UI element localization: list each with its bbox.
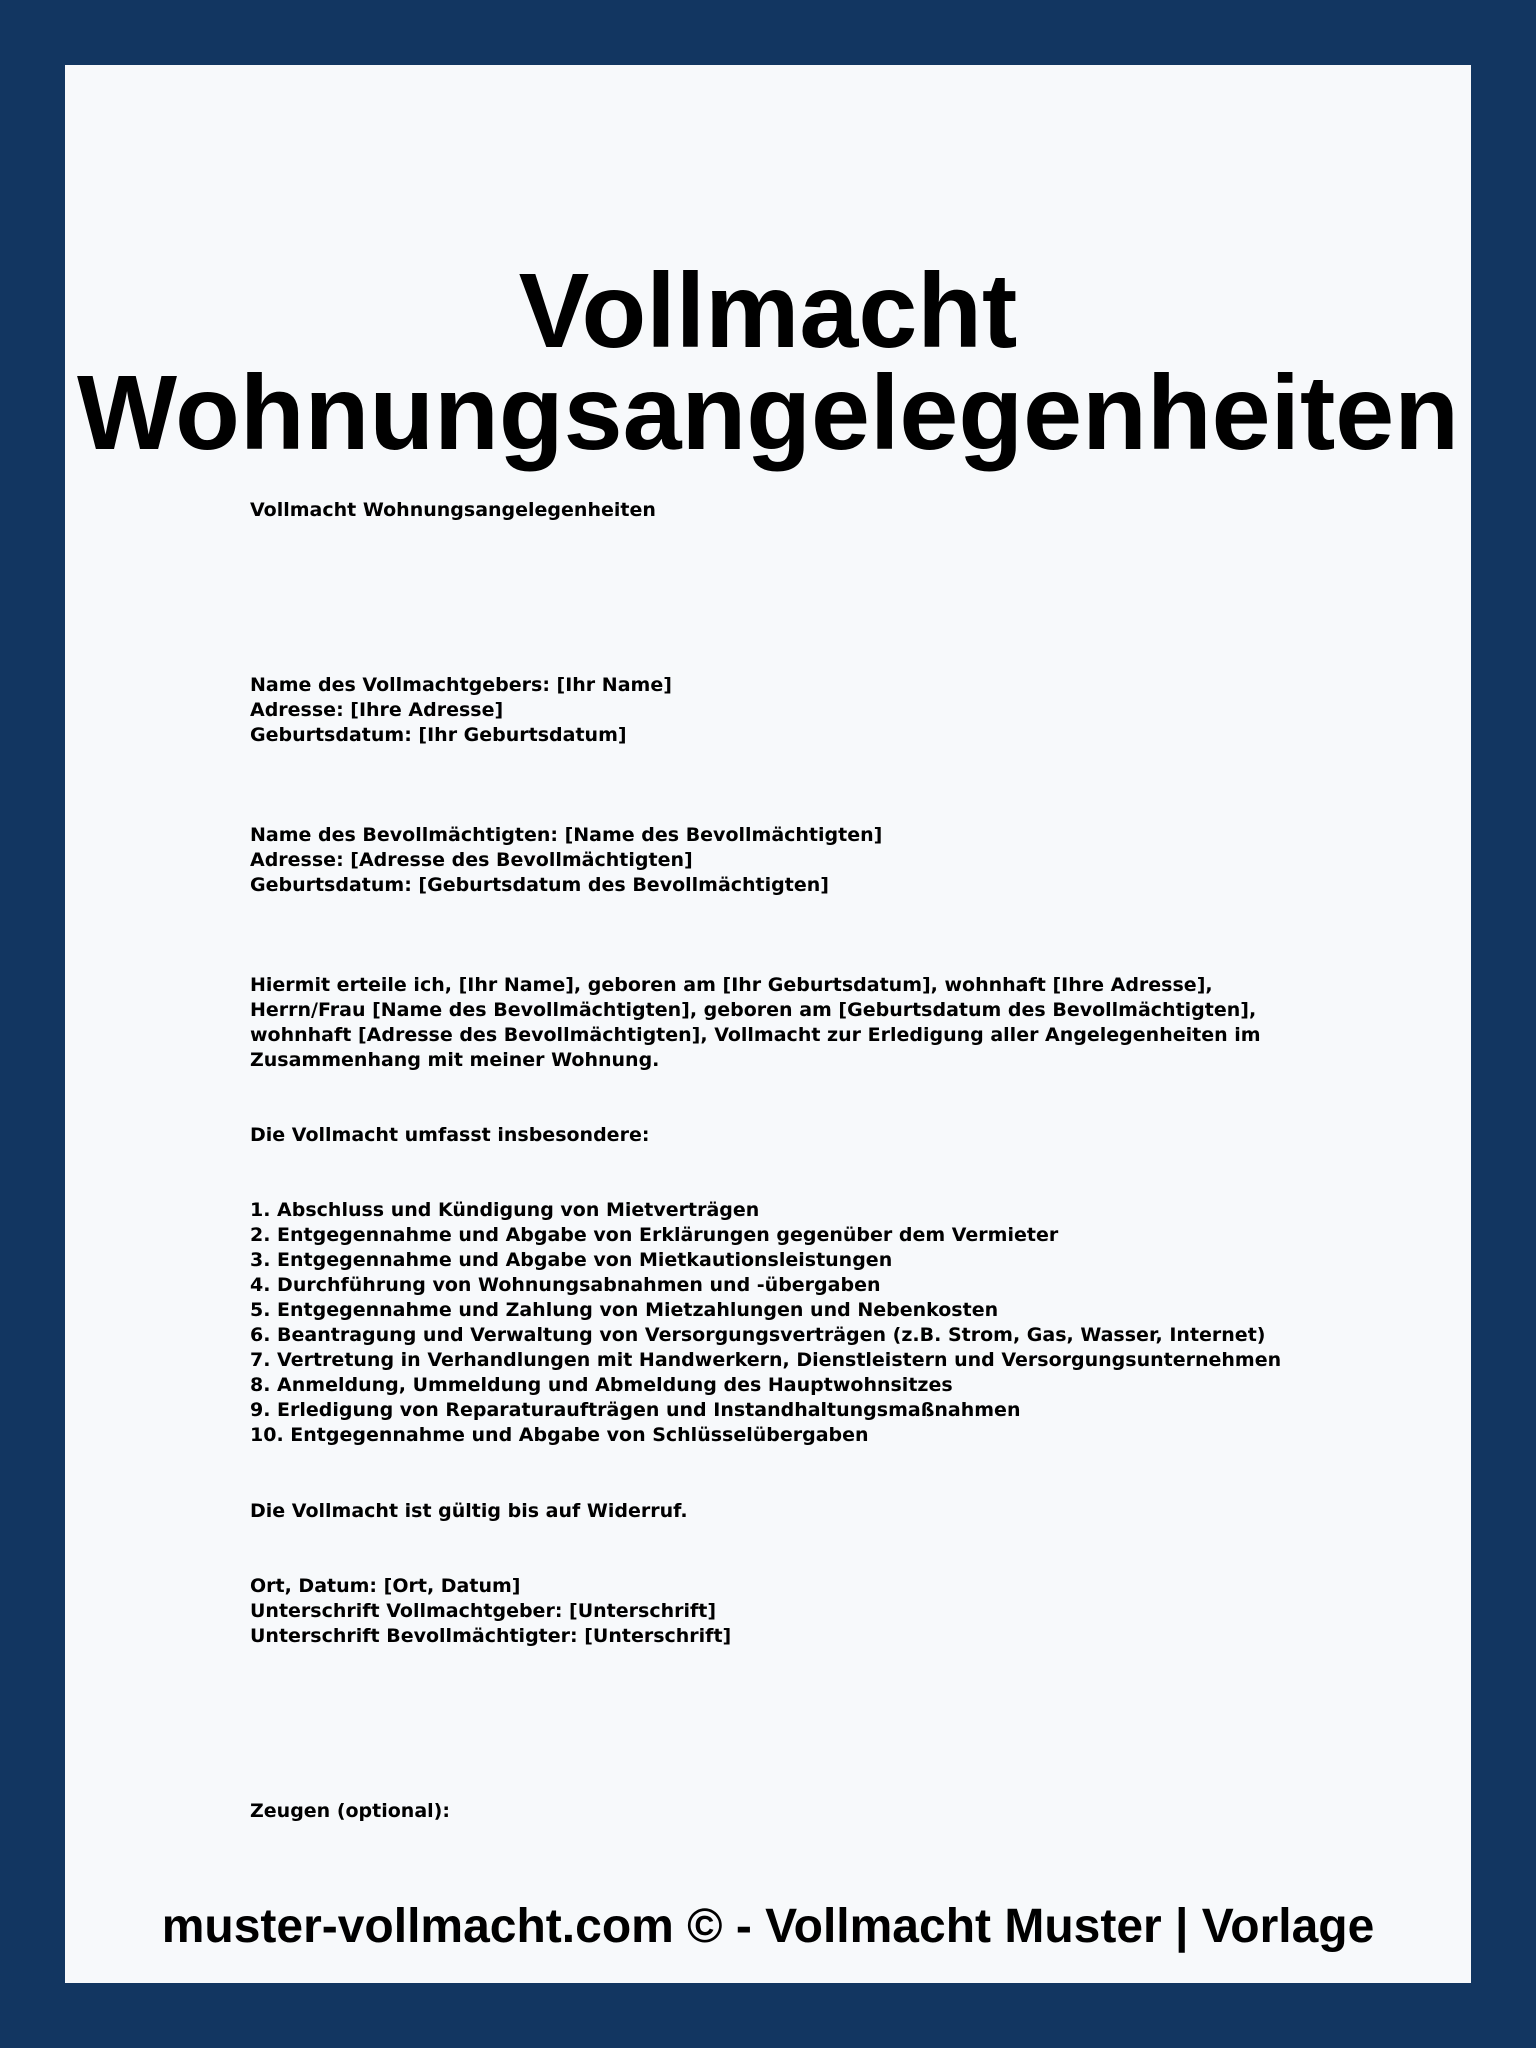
grantor-block: [250, 673, 1330, 748]
grantor-address: Adresse: [Ihre Adresse]: [250, 699, 504, 721]
validity-text: Die Vollmacht ist gültig bis auf Widerruf.: [250, 1500, 688, 1522]
footer-credit: muster-vollmacht.com © - Vollmacht Muster | Vorlage: [161, 1900, 1375, 1953]
page-title-line-2: Wohnungsangelegenheiten: [77, 354, 1459, 472]
list-item: 4. Durchführung von Wohnungsabnahmen und -übergaben: [250, 1274, 881, 1296]
list-item: 2. Entgegennahme und Abgabe von Erklärungen gegenüber dem Vermieter: [250, 1224, 1059, 1246]
list-item: 10. Entgegennahme und Abgabe von Schlüsselübergaben: [250, 1424, 869, 1446]
list-item: 5. Entgegennahme und Zahlung von Mietzahlungen und Nebenkosten: [250, 1299, 999, 1321]
grantor-name: Name des Vollmachtgebers: [Ihr Name]: [250, 674, 672, 696]
scope-list-block: [250, 1198, 1330, 1448]
witnesses-block: [250, 1799, 1330, 1824]
validity-block: [250, 1499, 1330, 1524]
grantor-birthdate: Geburtsdatum: [Ihr Geburtsdatum]: [250, 724, 627, 746]
document-page: [65, 65, 1471, 1983]
scope-intro-block: [250, 1123, 1330, 1148]
list-item: 7. Vertretung in Verhandlungen mit Handwerkern, Dienstleistern und Versorgungsunternehmen: [250, 1349, 1282, 1371]
agent-signature-line: Unterschrift Bevollmächtigter: [Unterschrift]: [250, 1625, 732, 1647]
agent-address: Adresse: [Adresse des Bevollmächtigten]: [250, 849, 693, 871]
declaration-text: Hiermit erteile ich, [Ihr Name], geboren am [Ihr Geburtsdatum], wohnhaft [Ihre Adresse], Herrn/Frau [Name des Bevollmächtigten], geboren am [Geburtsdatum des Bevollmächtigten], wohnhaft [Adresse des Bevollmächtigten], Vollmacht zur Erledigung aller Angelegenheiten im Zusammenhang mit meiner Wohnung.: [250, 974, 1261, 1071]
page-title-line-1: Vollmacht: [518, 252, 1018, 370]
page-title: [65, 252, 1471, 472]
scope-intro: Die Vollmacht umfasst insbesondere:: [250, 1124, 650, 1146]
place-date-line: Ort, Datum: [Ort, Datum]: [250, 1575, 521, 1597]
agent-block: [250, 823, 1330, 898]
list-item: 3. Entgegennahme und Abgabe von Mietkautionsleistungen: [250, 1249, 893, 1271]
list-item: 6. Beantragung und Verwaltung von Versorgungsverträgen (z.B. Strom, Gas, Wasser, Internet): [250, 1324, 1266, 1346]
agent-name: Name des Bevollmächtigten: [Name des Bevollmächtigten]: [250, 824, 883, 846]
document-subtitle: [250, 498, 1330, 523]
list-item: 9. Erledigung von Reparaturaufträgen und Instandhaltungsmaßnahmen: [250, 1399, 1021, 1421]
list-item: 1. Abschluss und Kündigung von Mietverträgen: [250, 1199, 760, 1221]
declaration-block: [250, 973, 1330, 1073]
list-item: 8. Anmeldung, Ummeldung und Abmeldung des Hauptwohnsitzes: [250, 1374, 953, 1396]
grantor-signature-line: Unterschrift Vollmachtgeber: [Unterschrift]: [250, 1600, 717, 1622]
agent-birthdate: Geburtsdatum: [Geburtsdatum des Bevollmächtigten]: [250, 874, 829, 896]
document-subtitle-text: Vollmacht Wohnungsangelegenheiten: [250, 499, 656, 521]
signature-block: [250, 1574, 1330, 1649]
scope-list: [250, 1198, 1330, 1448]
witnesses-label: Zeugen (optional):: [250, 1800, 450, 1822]
